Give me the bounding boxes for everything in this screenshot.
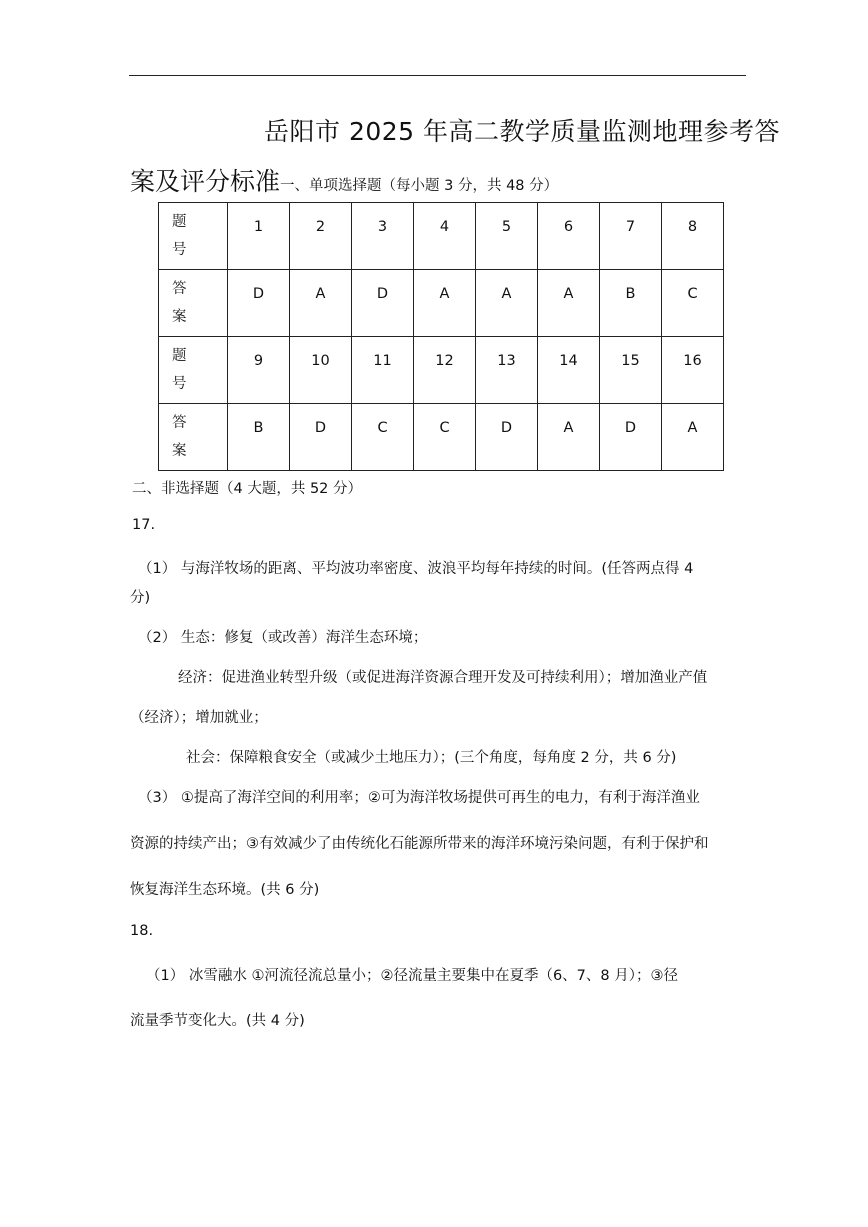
table-row (159, 203, 724, 270)
q18-part1-line2: 流量季节变化大。(共 4 分) (130, 1013, 305, 1029)
table-row (159, 404, 724, 471)
table-cell (352, 270, 414, 337)
cell-value: 12 (435, 353, 454, 369)
table-cell (600, 337, 662, 404)
cell-value: A (563, 420, 574, 436)
cell-value: D (314, 420, 327, 436)
cell-value: C (377, 420, 388, 436)
cell-value: 9 (253, 353, 264, 369)
q17-part2-line1: （2） 生态：修复（或改善）海洋生态环境； (138, 630, 428, 646)
table-cell (538, 337, 600, 404)
q18-number: 18. (130, 923, 154, 939)
table-cell (228, 404, 290, 471)
cell-value: 14 (559, 353, 578, 369)
table-cell (476, 337, 538, 404)
row-label-top: 答 (172, 281, 187, 297)
cell-value: D (500, 420, 513, 436)
cell-value: 2 (315, 219, 326, 235)
cell-value: 10 (311, 353, 330, 369)
section1-heading: 一、单项选择题（每小题 3 分，共 48 分） (280, 178, 559, 194)
table-cell (290, 404, 352, 471)
q17-part2-economy-line1: 经济：促进渔业转型升级（或促进海洋资源合理开发及可持续利用）；增加渔业产值 (178, 670, 708, 686)
cell-value: 6 (563, 219, 574, 235)
table-cell (352, 337, 414, 404)
table-cell (600, 404, 662, 471)
table-cell (290, 337, 352, 404)
cell-value: B (253, 420, 264, 436)
q17-part3-line3: 恢复海洋生态环境。(共 6 分) (130, 882, 320, 898)
table-row (159, 337, 724, 404)
cell-value: D (252, 286, 265, 302)
section2-heading: 二、非选择题（4 大题，共 52 分） (132, 481, 363, 497)
cell-value: C (687, 286, 698, 302)
table-cell (290, 203, 352, 270)
cell-value: A (687, 420, 698, 436)
table-cell (538, 270, 600, 337)
row-label (159, 203, 228, 270)
cell-value: 3 (377, 219, 388, 235)
row-label-bottom: 号 (172, 242, 187, 258)
row-label-bottom: 案 (172, 443, 187, 459)
table-cell (662, 203, 724, 270)
cell-value: 13 (497, 353, 516, 369)
table-cell (352, 203, 414, 270)
page-title-line1: 岳阳市 2025 年高二教学质量监测地理参考答 (264, 117, 781, 146)
cell-value: D (376, 286, 389, 302)
table-cell (538, 203, 600, 270)
row-label-bottom: 案 (172, 309, 187, 325)
table-cell (662, 337, 724, 404)
table-cell (476, 270, 538, 337)
cell-value: A (315, 286, 326, 302)
cell-value: 1 (253, 219, 264, 235)
title-line2-main: 案及评分标准 (130, 167, 281, 196)
cell-value: 16 (683, 353, 702, 369)
q17-part3-line2: 资源的持续产出；③有效减少了由传统化石能源所带来的海洋环境污染问题，有利于保护和 (130, 836, 709, 852)
cell-value: C (439, 420, 450, 436)
cell-value: 11 (373, 353, 392, 369)
q18-part1-line1: （1） 冰雪融水 ①河流径流总量小；②径流量主要集中在夏季（6、7、8 月）；③径 (146, 968, 678, 984)
table-cell (414, 270, 476, 337)
table-cell (662, 404, 724, 471)
top-rule (129, 75, 746, 76)
q17-number: 17. (132, 517, 156, 533)
table-cell (352, 404, 414, 471)
row-label (159, 337, 228, 404)
cell-value: B (625, 286, 636, 302)
row-label-top: 题 (172, 214, 187, 230)
row-label (159, 270, 228, 337)
cell-value: 4 (439, 219, 450, 235)
cell-value: A (439, 286, 450, 302)
table-cell (476, 404, 538, 471)
page-title-line2 (130, 162, 558, 198)
cell-value: 15 (621, 353, 640, 369)
row-label-top: 答 (172, 415, 187, 431)
cell-value: A (563, 286, 574, 302)
cell-value: A (501, 286, 512, 302)
table-cell (476, 203, 538, 270)
cell-value: 5 (501, 219, 512, 235)
table-cell (662, 270, 724, 337)
table-cell (414, 337, 476, 404)
table-cell (414, 203, 476, 270)
table-cell (600, 270, 662, 337)
q17-part2-economy-line2: （经济）；增加就业； (130, 710, 268, 726)
cell-value: 7 (625, 219, 636, 235)
q17-part2-society: 社会：保障粮食安全（或减少土地压力）；(三个角度，每角度 2 分，共 6 分) (186, 750, 677, 766)
cell-value: D (624, 420, 637, 436)
q17-part1-line2: 分) (130, 590, 151, 606)
table-cell (228, 337, 290, 404)
table-cell (228, 203, 290, 270)
table-cell (600, 203, 662, 270)
table-cell (290, 270, 352, 337)
cell-value: 8 (687, 219, 698, 235)
table-cell (414, 404, 476, 471)
row-label-top: 题 (172, 348, 187, 364)
row-label (159, 404, 228, 471)
table-cell (228, 270, 290, 337)
q17-part1-line1: （1） 与海洋牧场的距离、平均波功率密度、波浪平均每年持续的时间。(任答两点得 4 (138, 561, 694, 577)
row-label-bottom: 号 (172, 376, 187, 392)
table-row (159, 270, 724, 337)
q17-part3-line1: （3） ①提高了海洋空间的利用率；②可为海洋牧场提供可再生的电力，有利于海洋渔业 (138, 790, 700, 806)
answer-table (158, 202, 724, 471)
table-cell (538, 404, 600, 471)
